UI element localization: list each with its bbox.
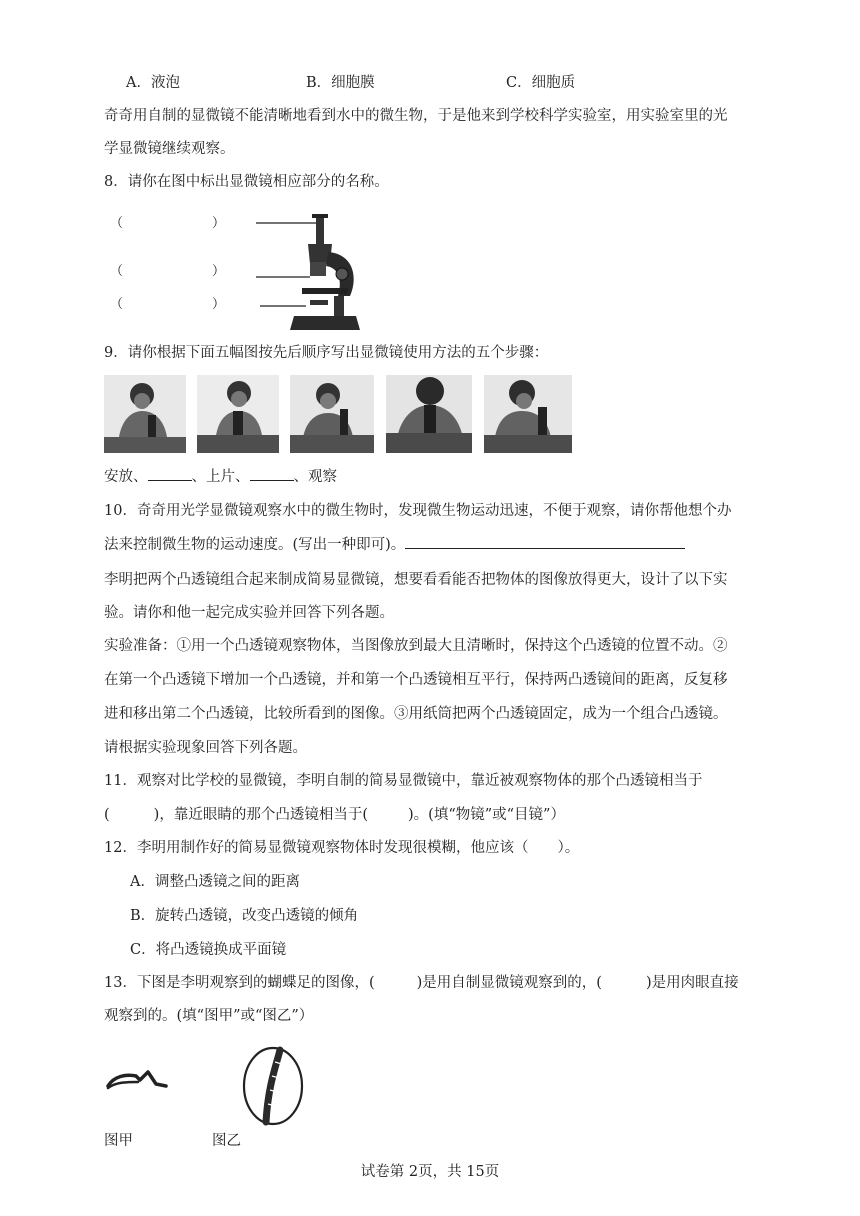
q13-line1 (104, 973, 739, 993)
q9-stem: 9．请你根据下面五幅图按先后顺序写出显微镜使用方法的五个步骤： (104, 345, 549, 361)
step-photo-4 (386, 375, 472, 453)
q12-option-c: C．将凸透镜换成平面镜 (130, 942, 287, 958)
step-photo-2 (197, 375, 279, 453)
q10-answer-blank[interactable] (405, 534, 685, 549)
q9-seg2: 、上片、 (191, 469, 250, 485)
q9-seg3: 、观察 (293, 469, 337, 485)
step-photo-1 (104, 375, 186, 453)
intro2-line3: 实验准备：①用一个凸透镜观察物体，当图像放到最大且清晰时，保持这个凸透镜的位置不动。② (104, 638, 728, 654)
intro2-line1: 李明把两个凸透镜组合起来制成简易显微镜，想要看看能否把物体的图像放得更大，设计了以下实 (104, 572, 728, 588)
q13-part3: )是用肉眼直接 (645, 975, 739, 991)
paren-open-2: （ (110, 264, 124, 279)
figure-label-jia: 图甲 (104, 1133, 133, 1149)
step-photo-5 (484, 375, 572, 453)
option-b: B．细胞膜 (306, 75, 375, 91)
step-photo-3 (290, 375, 374, 453)
q9-answer-line (104, 466, 337, 487)
q11-line1: 11．观察对比学校的显微镜，李明自制的简易显微镜中，靠近被观察物体的那个凸透镜相当于 (104, 773, 703, 789)
paren-close-2: ） (212, 264, 226, 279)
q13-part1: 13．下图是李明观察到的蝴蝶足的图像，( (104, 975, 375, 991)
intro2-line6: 请根据实验现象回答下列各题。 (104, 740, 307, 756)
q9-blank-1[interactable] (148, 466, 192, 481)
q11-part1: ( (104, 807, 110, 823)
q12-option-b: B．旋转凸透镜，改变凸透镜的倾角 (130, 908, 359, 924)
q11-part2: )，靠近眼睛的那个凸透镜相当于( (153, 807, 368, 823)
figure-jia-butterfly-leg (104, 1066, 170, 1096)
option-a: A．液泡 (126, 75, 180, 91)
q13-line2: 观察到的。(填“图甲”或“图乙”） (104, 1008, 314, 1024)
paren-close-1: ） (212, 216, 226, 231)
paren-close-3: ） (212, 297, 226, 312)
intro2-line2: 验。请你和他一起完成实验并回答下列各题。 (104, 605, 394, 621)
option-c: C．细胞质 (506, 75, 576, 91)
q9-seg1: 安放、 (104, 469, 148, 485)
intro1-line1: 奇奇用自制的显微镜不能清晰地看到水中的微生物，于是他来到学校科学实验室，用实验室里的光 (104, 108, 728, 124)
q10-line2-text: 法来控制微生物的运动速度。(写出一种即可)。 (104, 537, 406, 553)
microscope-diagram (250, 212, 370, 334)
q11-part3: )。(填“物镜”或“目镜”） (408, 807, 565, 823)
q11-line2 (104, 805, 565, 825)
q10-line2 (104, 534, 685, 555)
intro2-line4: 在第一个凸透镜下增加一个凸透镜，并和第一个凸透镜相互平行，保持两凸透镜间的距离，反复移 (104, 672, 728, 688)
q9-blank-2[interactable] (250, 466, 294, 481)
page-footer: 试卷第 2页，共 15页 (360, 1164, 500, 1180)
paren-open-1: （ (110, 216, 124, 231)
paren-open-3: （ (110, 297, 124, 312)
q12-option-a: A．调整凸透镜之间的距离 (130, 874, 300, 890)
q13-part2: )是用自制显微镜观察到的，( (416, 975, 602, 991)
figure-label-yi: 图乙 (212, 1133, 241, 1149)
q8-stem: 8．请你在图中标出显微镜相应部分的名称。 (104, 174, 389, 190)
q12-stem: 12．李明用制作好的简易显微镜观察物体时发现很模糊，他应该（ ）。 (104, 840, 580, 856)
intro2-line5: 进和移出第二个凸透镜，比较所看到的图像。③用纸筒把两个凸透镜固定，成为一个组合凸透镜。 (104, 706, 728, 722)
q10-line1: 10．奇奇用光学显微镜观察水中的微生物时，发现微生物运动迅速，不便于观察，请你帮他想个办 (104, 503, 732, 519)
intro1-line2: 学显微镜继续观察。 (104, 141, 235, 157)
figure-yi-magnified-leg (242, 1046, 304, 1126)
